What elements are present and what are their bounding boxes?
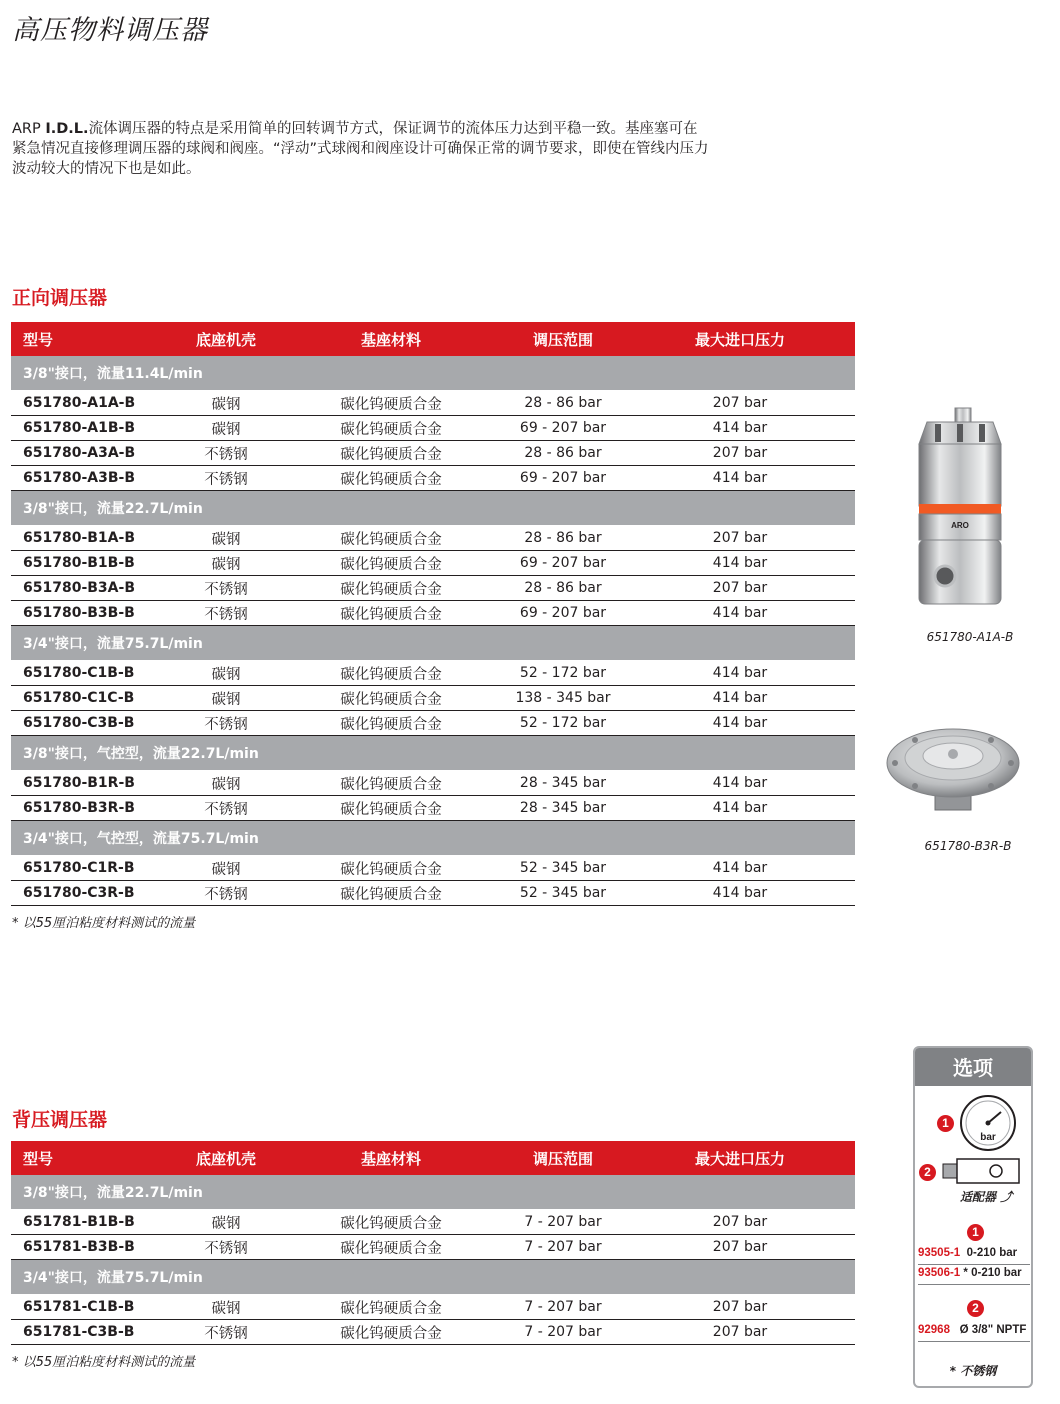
table-cell: 碳钢 (171, 416, 281, 441)
table-cell: 不锈钢 (171, 576, 281, 601)
table-header-row (11, 1141, 855, 1175)
intro-paragraph (12, 119, 712, 179)
table-cell: 651781-C1B-B (11, 1295, 171, 1320)
column-header: 基座材料 (281, 322, 501, 356)
table-cell: 碳化钨硬质合金 (281, 771, 501, 796)
table-cell: 碳化钨硬质合金 (281, 551, 501, 576)
options-title: 选项 (915, 1048, 1031, 1086)
table-cell: 52 - 345 bar (501, 881, 625, 906)
column-header: 型号 (11, 1141, 171, 1175)
table-cell: 碳钢 (171, 551, 281, 576)
adapter-label: 适配器 ⤴ (960, 1190, 1013, 1204)
table-row (11, 881, 855, 906)
table-cell: 414 bar (625, 856, 855, 881)
table-cell: 651780-B3R-B (11, 796, 171, 821)
adapter-fitting-icon (941, 1156, 1029, 1186)
option-badge-2: 2 (919, 1164, 936, 1181)
arrow-up-icon: ⤴ (1000, 1190, 1013, 1204)
table-cell: 69 - 207 bar (501, 466, 625, 491)
table-cell: 138 - 345 bar (501, 686, 625, 711)
table-cell: 碳化钨硬质合金 (281, 526, 501, 551)
table-cell: 碳化钨硬质合金 (281, 601, 501, 626)
table-cell: 651780-B1A-B (11, 526, 171, 551)
table-cell: 69 - 207 bar (501, 551, 625, 576)
table-cell: 414 bar (625, 881, 855, 906)
table-cell: 不锈钢 (171, 1320, 281, 1345)
table-cell: 7 - 207 bar (501, 1295, 625, 1320)
gauge-unit-label: bar (980, 1132, 996, 1143)
table-cell: 不锈钢 (171, 1235, 281, 1260)
table-cell: 碳化钨硬质合金 (281, 1320, 501, 1345)
air-pilot-caption: 651780-B3R-B (924, 839, 1012, 853)
table-cell: 651780-A3B-B (11, 466, 171, 491)
group-label: 3/8"接口，流量22.7L/min (11, 491, 855, 526)
table-cell: 207 bar (625, 576, 855, 601)
table-cell: 414 bar (625, 711, 855, 736)
table-cell: 碳化钨硬质合金 (281, 441, 501, 466)
table-cell: 碳钢 (171, 391, 281, 416)
table-cell: 碳化钨硬质合金 (281, 796, 501, 821)
table-cell: 28 - 86 bar (501, 576, 625, 601)
table-row (11, 711, 855, 736)
table-row (11, 466, 855, 491)
column-header: 型号 (11, 322, 171, 356)
table-cell: 651780-C1B-B (11, 661, 171, 686)
group-label: 3/8"接口，流量22.7L/min (11, 1175, 855, 1210)
regulator-caption: 651780-A1A-B (926, 630, 1014, 644)
table-cell: 414 bar (625, 686, 855, 711)
table-cell: 414 bar (625, 551, 855, 576)
options-footnote: * 不锈钢 (949, 1364, 997, 1378)
table-cell: 碳化钨硬质合金 (281, 466, 501, 491)
table-row (11, 416, 855, 441)
table-row (11, 796, 855, 821)
forward-regulator-table (11, 322, 855, 906)
column-header: 底座机壳 (171, 1141, 281, 1175)
pressure-gauge-icon (959, 1094, 1017, 1152)
table-cell: 651781-B1B-B (11, 1210, 171, 1235)
table-cell: 碳钢 (171, 1210, 281, 1235)
page-title: 高压物料调压器 (12, 15, 208, 46)
table-row (11, 771, 855, 796)
table-cell: 651780-A1B-B (11, 416, 171, 441)
air-pilot-regulator-image (885, 718, 1022, 818)
table-cell: 69 - 207 bar (501, 601, 625, 626)
table-cell: 651781-B3B-B (11, 1235, 171, 1260)
intro-text: 流体调压器的特点是采用简单的回转调节方式，保证调节的流体压力达到平稳一致。基座塞可在紧急情况直接修理调压器的球阀和阀座。“浮动”式球阀和阀座设计可确保正常的调节要求，即使在管线内压力波动较大的情况下也是如此。 (12, 121, 709, 177)
options-panel (913, 1046, 1033, 1388)
group-label: 3/8"接口，气控型，流量22.7L/min (11, 736, 855, 771)
group-label: 3/4"接口，流量75.7L/min (11, 626, 855, 661)
table-cell: 414 bar (625, 796, 855, 821)
column-header: 最大进口压力 (625, 1141, 855, 1175)
table-cell: 651780-C1R-B (11, 856, 171, 881)
table-cell: 碳化钨硬质合金 (281, 1295, 501, 1320)
option-badge-1: 1 (937, 1115, 954, 1132)
table-cell: 不锈钢 (171, 601, 281, 626)
table-cell: 碳钢 (171, 661, 281, 686)
table-cell: 不锈钢 (171, 441, 281, 466)
table-cell: 414 bar (625, 466, 855, 491)
option-badge-2b: 2 (967, 1300, 984, 1317)
option-item-3: 92968 Ø 3/8" NPTF (918, 1324, 1027, 1336)
table-row (11, 391, 855, 416)
table-cell: 不锈钢 (171, 466, 281, 491)
table-cell: 碳钢 (171, 771, 281, 796)
table-cell: 207 bar (625, 1320, 855, 1345)
table-cell: 不锈钢 (171, 711, 281, 736)
option-divider (918, 1341, 1030, 1342)
table-cell: 碳化钨硬质合金 (281, 1210, 501, 1235)
table-cell: 碳钢 (171, 526, 281, 551)
table-header-row (11, 322, 855, 356)
option-divider (918, 1284, 1030, 1285)
table-cell: 碳化钨硬质合金 (281, 856, 501, 881)
table-cell: 碳化钨硬质合金 (281, 686, 501, 711)
table-cell: 碳化钨硬质合金 (281, 1235, 501, 1260)
group-label: 3/8"接口，流量11.4L/min (11, 356, 855, 391)
table-row (11, 1210, 855, 1235)
table-row (11, 686, 855, 711)
table-cell: 28 - 345 bar (501, 771, 625, 796)
table-row (11, 441, 855, 466)
table-cell: 651780-C1C-B (11, 686, 171, 711)
column-header: 最大进口压力 (625, 322, 855, 356)
table-cell: 651780-B1B-B (11, 551, 171, 576)
table-row (11, 1235, 855, 1260)
table-cell: 207 bar (625, 391, 855, 416)
table-cell: 651780-B3B-B (11, 601, 171, 626)
group-header-row (11, 1175, 855, 1210)
regulator-product-image (905, 404, 1015, 619)
table-cell: 651780-A3A-B (11, 441, 171, 466)
table-row (11, 526, 855, 551)
table-cell: 碳化钨硬质合金 (281, 661, 501, 686)
back-pressure-regulator-table (11, 1141, 855, 1345)
table-cell: 207 bar (625, 1295, 855, 1320)
table-cell: 碳化钨硬质合金 (281, 576, 501, 601)
table-cell: 414 bar (625, 416, 855, 441)
group-header-row (11, 736, 855, 771)
table-cell: 不锈钢 (171, 881, 281, 906)
group-label: 3/4"接口，气控型，流量75.7L/min (11, 821, 855, 856)
group-header-row (11, 626, 855, 661)
table-cell: 碳化钨硬质合金 (281, 881, 501, 906)
table-cell: 207 bar (625, 526, 855, 551)
group-header-row (11, 821, 855, 856)
table-cell: 28 - 86 bar (501, 441, 625, 466)
back-footnote: * 以55厘泊粘度材料测试的流量 (12, 1355, 196, 1370)
table-cell: 69 - 207 bar (501, 416, 625, 441)
intro-model: I.D.L. (45, 121, 89, 137)
option-item-1: 93505-1 0-210 bar (918, 1247, 1018, 1259)
group-header-row (11, 1260, 855, 1295)
column-header: 调压范围 (501, 322, 625, 356)
intro-brand: ARP (12, 121, 46, 137)
forward-section-title: 正向调压器 (12, 287, 108, 309)
column-header: 调压范围 (501, 1141, 625, 1175)
table-cell: 碳钢 (171, 686, 281, 711)
regulator-brand-label: ARO (951, 521, 969, 530)
group-label: 3/4"接口，流量75.7L/min (11, 1260, 855, 1295)
table-row (11, 856, 855, 881)
table-cell: 414 bar (625, 661, 855, 686)
table-row (11, 661, 855, 686)
option-item-2: 93506-1 * 0-210 bar (918, 1267, 1022, 1279)
table-cell: 207 bar (625, 1235, 855, 1260)
table-cell: 碳化钨硬质合金 (281, 391, 501, 416)
column-header: 基座材料 (281, 1141, 501, 1175)
table-cell: 52 - 345 bar (501, 856, 625, 881)
table-row (11, 601, 855, 626)
table-cell: 碳化钨硬质合金 (281, 416, 501, 441)
table-cell: 651780-A1A-B (11, 391, 171, 416)
table-row (11, 1320, 855, 1345)
table-cell: 7 - 207 bar (501, 1235, 625, 1260)
table-cell: 52 - 172 bar (501, 711, 625, 736)
table-cell: 651780-B3A-B (11, 576, 171, 601)
column-header: 底座机壳 (171, 322, 281, 356)
table-cell: 碳钢 (171, 856, 281, 881)
table-row (11, 1295, 855, 1320)
table-cell: 碳钢 (171, 1295, 281, 1320)
option-divider (918, 1264, 1030, 1265)
table-cell: 651780-C3R-B (11, 881, 171, 906)
table-cell: 414 bar (625, 771, 855, 796)
table-cell: 28 - 86 bar (501, 526, 625, 551)
group-header-row (11, 491, 855, 526)
table-cell: 207 bar (625, 1210, 855, 1235)
table-cell: 651781-C3B-B (11, 1320, 171, 1345)
table-cell: 651780-B1R-B (11, 771, 171, 796)
forward-footnote: * 以55厘泊粘度材料测试的流量 (12, 916, 196, 931)
table-cell: 7 - 207 bar (501, 1320, 625, 1345)
table-cell: 28 - 86 bar (501, 391, 625, 416)
table-cell: 414 bar (625, 601, 855, 626)
table-cell: 651780-C3B-B (11, 711, 171, 736)
table-cell: 28 - 345 bar (501, 796, 625, 821)
table-cell: 不锈钢 (171, 796, 281, 821)
table-cell: 7 - 207 bar (501, 1210, 625, 1235)
table-row (11, 576, 855, 601)
table-cell: 52 - 172 bar (501, 661, 625, 686)
table-cell: 碳化钨硬质合金 (281, 711, 501, 736)
back-section-title: 背压调压器 (12, 1109, 108, 1131)
table-cell: 207 bar (625, 441, 855, 466)
group-header-row (11, 356, 855, 391)
table-row (11, 551, 855, 576)
option-badge-1b: 1 (967, 1224, 984, 1241)
